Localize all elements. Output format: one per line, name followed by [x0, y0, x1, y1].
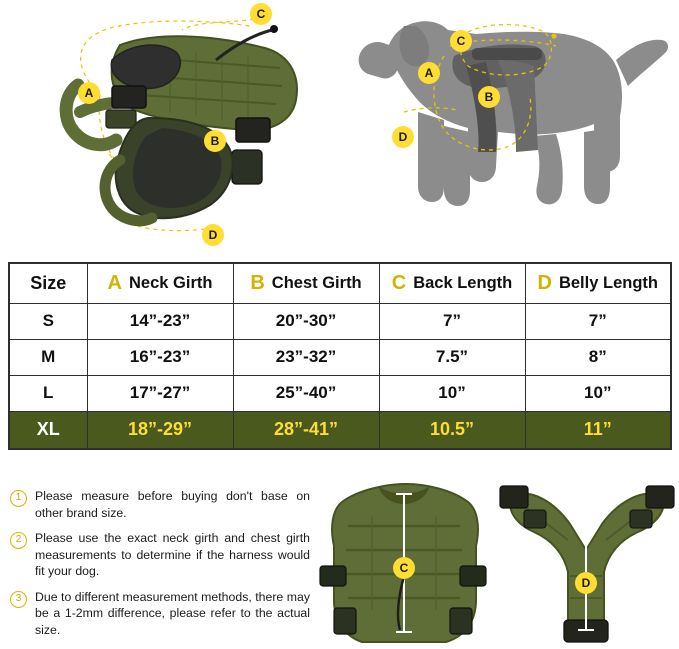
- note-item: [10, 488, 310, 521]
- cell-neck: 18”-29”: [87, 411, 233, 449]
- cell-chest: 20”-30”: [233, 303, 379, 339]
- table-row-highlighted: [9, 411, 671, 449]
- note-number: 2: [10, 532, 27, 549]
- size-table-body: [9, 303, 671, 449]
- callout-c-dog: C: [450, 30, 472, 52]
- cell-chest: 28”-41”: [233, 411, 379, 449]
- header-back-length: [379, 263, 525, 303]
- cell-belly: 8”: [525, 339, 671, 375]
- cell-size: L: [9, 375, 87, 411]
- header-neck-letter: A: [107, 271, 122, 294]
- cell-belly: 10”: [525, 375, 671, 411]
- bottom-product-photos: [318, 480, 671, 648]
- harness-front-illustration: [0, 0, 330, 238]
- header-chest-girth: [233, 263, 379, 303]
- callout-d-bottom: D: [575, 572, 597, 594]
- header-back-label: Back Length: [413, 273, 513, 292]
- note-text: Please measure before buying don't base on other brand size.: [35, 489, 310, 520]
- cell-neck: 17”-27”: [87, 375, 233, 411]
- cell-back: 10”: [379, 375, 525, 411]
- callout-c-bottom: C: [393, 557, 415, 579]
- header-belly-letter: D: [537, 271, 552, 294]
- cell-back: 7.5”: [379, 339, 525, 375]
- cell-back: 7”: [379, 303, 525, 339]
- callout-a-dog: A: [418, 62, 440, 84]
- cell-belly: 11”: [525, 411, 671, 449]
- note-text: Please use the exact neck girth and chest girth measurements to determine if the harness would fit your dog.: [35, 531, 310, 578]
- size-table: [8, 262, 672, 450]
- header-chest-letter: B: [250, 271, 265, 294]
- header-neck-label: Neck Girth: [129, 273, 213, 292]
- callout-a-product: A: [78, 82, 100, 104]
- cell-chest: 23”-32”: [233, 339, 379, 375]
- header-size-label: Size: [30, 272, 67, 293]
- harness-belly-photo: [498, 480, 678, 648]
- notes-list: [10, 488, 310, 647]
- dog-silhouette-illustration: [348, 0, 678, 238]
- table-header-row: [9, 263, 671, 303]
- table-row: [9, 303, 671, 339]
- header-belly-length: [525, 263, 671, 303]
- header-size: [9, 263, 87, 303]
- callout-d-product: D: [202, 224, 224, 246]
- header-belly-label: Belly Length: [558, 273, 658, 292]
- size-table-wrapper: [8, 262, 671, 450]
- cell-neck: 14”-23”: [87, 303, 233, 339]
- cell-size: XL: [9, 411, 87, 449]
- size-table-head: [9, 263, 671, 303]
- callout-b-product: B: [204, 130, 226, 152]
- note-item: [10, 589, 310, 639]
- cell-chest: 25”-40”: [233, 375, 379, 411]
- note-item: [10, 530, 310, 580]
- header-neck-girth: [87, 263, 233, 303]
- callout-d-dog: D: [392, 126, 414, 148]
- header-back-letter: C: [391, 271, 407, 294]
- cell-size: M: [9, 339, 87, 375]
- note-number: 1: [10, 490, 27, 507]
- top-illustration-area: [0, 0, 679, 242]
- table-row: [9, 375, 671, 411]
- note-number: 3: [10, 591, 27, 608]
- cell-size: S: [9, 303, 87, 339]
- cell-belly: 7”: [525, 303, 671, 339]
- cell-back: 10.5”: [379, 411, 525, 449]
- callout-c-product: C: [250, 3, 272, 25]
- cell-neck: 16”-23”: [87, 339, 233, 375]
- note-text: Due to different measurement methods, there may be a 1-2mm difference, please refer to the actual size.: [35, 589, 310, 637]
- header-chest-label: Chest Girth: [271, 273, 362, 292]
- callout-b-dog: B: [478, 86, 500, 108]
- table-row: [9, 339, 671, 375]
